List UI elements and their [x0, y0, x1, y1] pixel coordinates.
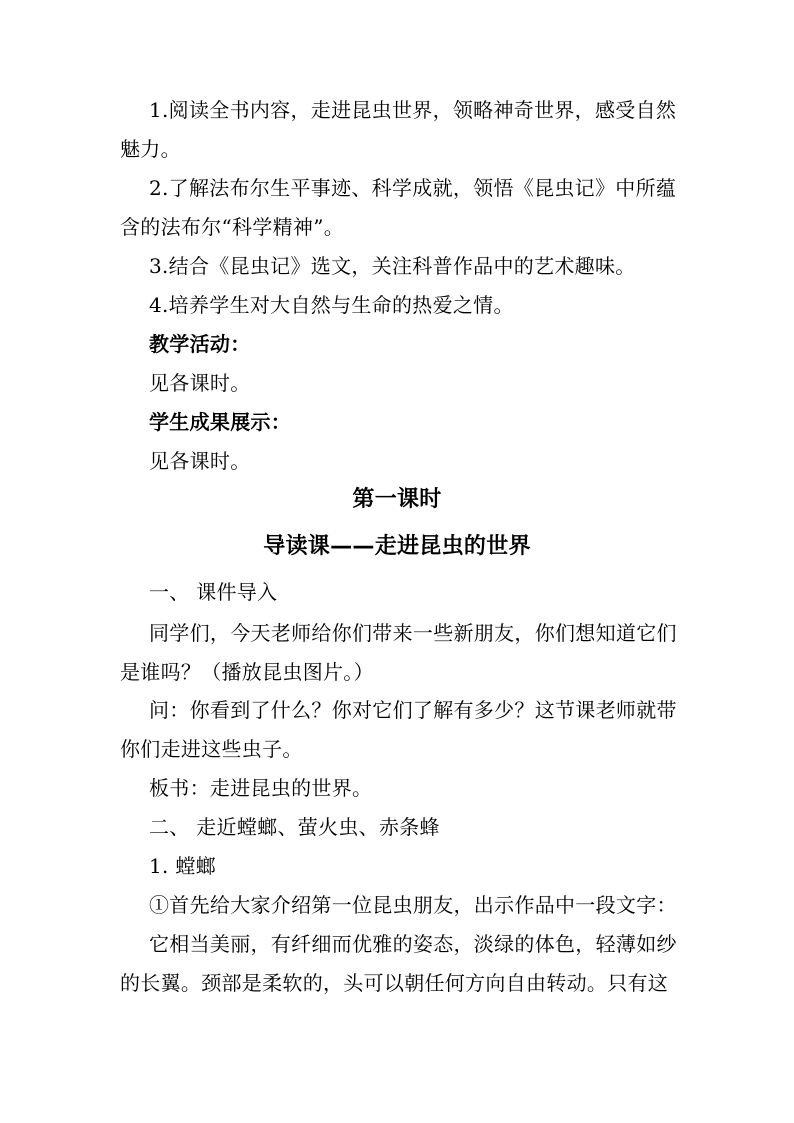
objective-1-line-1: 1.阅读全书内容，走进昆虫世界，领略神奇世界，感受自然 [149, 98, 677, 122]
objective-3: 3.结合《昆虫记》选文，关注科普作品中的艺术趣味。 [149, 254, 636, 278]
lesson-subtitle: 导读课——走进昆虫的世界 [263, 534, 531, 559]
paragraph-line: 是谁吗？（播放昆虫图片。） [120, 660, 374, 684]
objective-4: 4.培养学生对大自然与生命的热爱之情。 [149, 293, 514, 317]
subsection-heading-mantis: 1. 螳螂 [149, 854, 216, 878]
paragraph-line: 的长翼。颈部是柔软的，头可以朝任何方向自由转动。只有这 [120, 971, 669, 995]
paragraph-line: 它相当美丽，有纤细而优雅的姿态，淡绿的体色，轻薄如纱 [149, 932, 677, 956]
paragraph-line: ①首先给大家介绍第一位昆虫朋友，出示作品中一段文字： [149, 893, 677, 917]
activities-text: 见各课时。 [149, 371, 251, 395]
results-text: 见各课时。 [149, 449, 251, 473]
objective-1-line-2: 魅力。 [120, 137, 181, 161]
section-heading-insects: 二、 走近螳螂、萤火虫、赤条蜂 [149, 815, 440, 839]
paragraph-line: 同学们，今天老师给你们带来一些新朋友，你们想知道它们 [149, 621, 677, 645]
lesson-title: 第一课时 [352, 487, 442, 512]
objective-2-line-1: 2.了解法布尔生平事迹、科学成就，领悟《昆虫记》中所蕴 [149, 176, 677, 200]
paragraph-line: 你们走进这些虫子。 [120, 737, 303, 761]
objective-2-line-2: 含的法布尔“科学精神”。 [120, 215, 345, 239]
paragraph-line: 问：你看到了什么？你对它们了解有多少？这节课老师就带 [149, 698, 677, 722]
results-label: 学生成果展示： [149, 410, 292, 434]
paragraph-line: 板书：走进昆虫的世界。 [149, 776, 373, 800]
activities-label: 教学活动： [149, 332, 251, 356]
section-heading-intro: 一、 课件导入 [149, 580, 278, 604]
